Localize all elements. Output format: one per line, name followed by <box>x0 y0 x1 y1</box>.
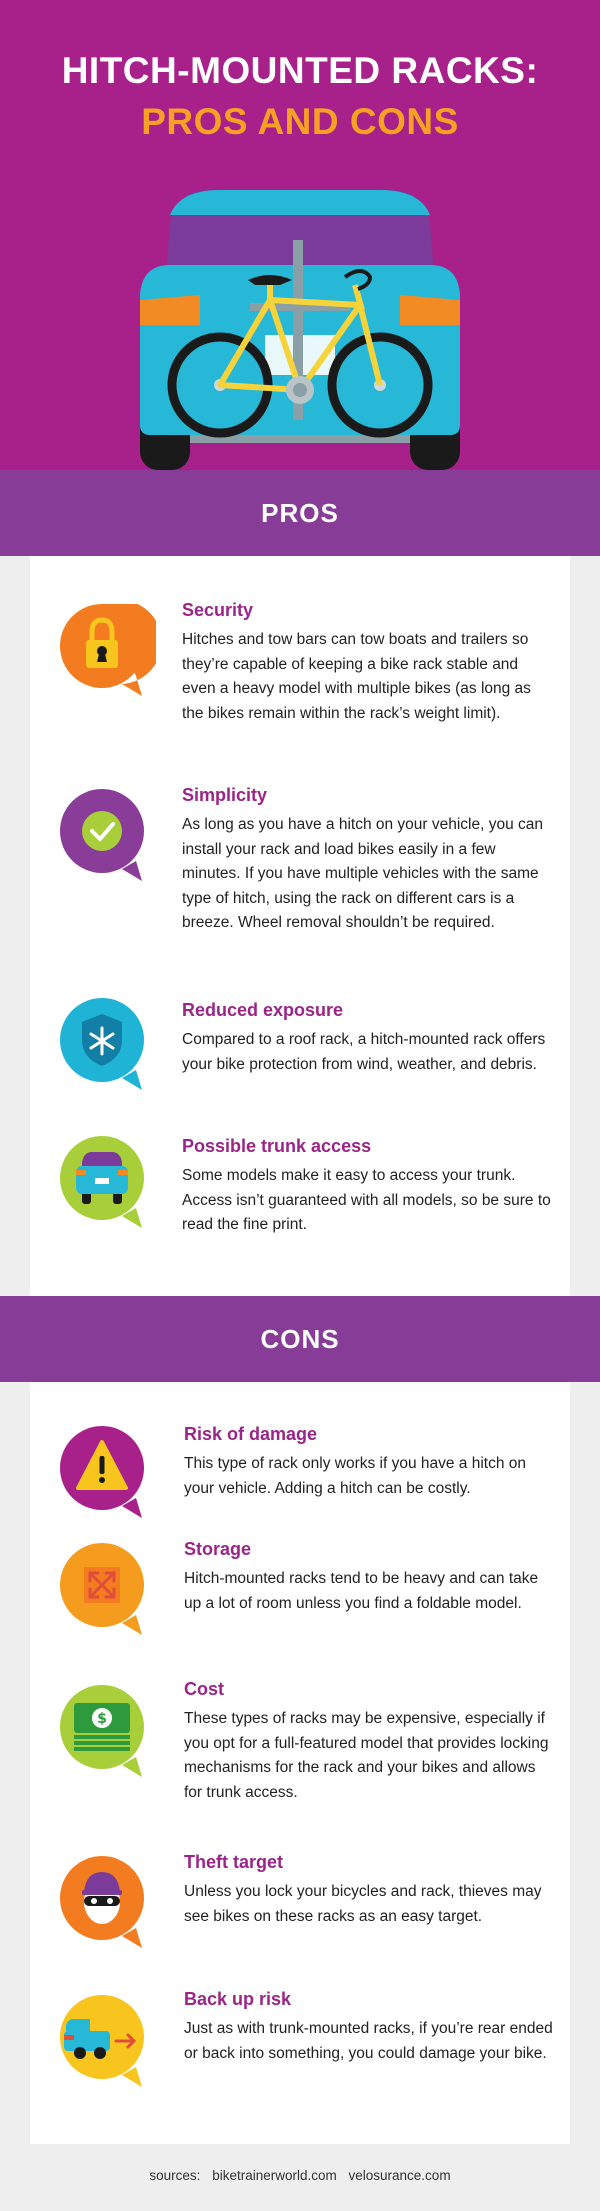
car-reverse-icon <box>60 1995 156 2091</box>
svg-text:$: $ <box>97 1711 107 1727</box>
con-text: Hitch-mounted racks tend to be heavy and can take up a lot of room unless you find a foldable model. <box>184 1570 539 1612</box>
sources-label: sources: <box>149 2168 201 2183</box>
pros-panel <box>30 556 570 1296</box>
page-title: HITCH-MOUNTED RACKS: <box>61 50 539 91</box>
pro-item-simplicity <box>30 785 570 965</box>
con-item-theft-target <box>30 1852 570 1962</box>
pro-title: Reduced exposure <box>182 1000 344 1020</box>
pro-text: As long as you have a hitch on your vehicle, you can install your rack and load bikes easily in a few minutes. If you have multiple vehicles with the same type of hitch, using the rack on different cars is a breeze. Wheel removal shouldn’t be required. <box>182 816 544 931</box>
con-text: This type of rack only works if you have a hitch on your vehicle. Adding a hitch can be costly. <box>184 1455 527 1497</box>
page-subtitle: PROS AND CONS <box>141 101 459 142</box>
car-with-bike-illustration <box>130 185 470 475</box>
cons-heading: CONS <box>260 1324 340 1354</box>
pro-title: Security <box>182 600 254 620</box>
cons-panel <box>30 1382 570 2144</box>
con-item-risk-of-damage <box>30 1424 570 1514</box>
car-rear-icon <box>60 1136 156 1232</box>
money-stack-icon <box>60 1685 156 1781</box>
pro-title: Simplicity <box>182 785 268 805</box>
con-title: Back up risk <box>184 1989 292 2009</box>
expand-box-icon <box>60 1543 156 1639</box>
con-text: These types of racks may be expensive, especially if you opt for a full-featured model that provides locking mechanisms for the rack and your bikes and allows for trunk access. <box>184 1710 549 1801</box>
cons-section-header <box>0 1296 600 1382</box>
con-title: Storage <box>184 1539 252 1559</box>
source-link[interactable]: velosurance.com <box>348 2168 451 2183</box>
pro-text: Hitches and tow bars can tow boats and trailers so they’re capable of keeping a bike rack stable and even a heavy model with multiple bikes (as long as the bikes remain within the rack’s weight limit). <box>182 631 531 722</box>
con-item-storage <box>30 1539 570 1649</box>
con-item-back-up-risk <box>30 1989 570 2099</box>
pro-text: Some models make it easy to access your trunk. Access isn’t guaranteed with all models, so be sure to read the fine print. <box>182 1167 551 1233</box>
pro-item-reduced-exposure <box>30 1000 570 1110</box>
hero-header <box>0 0 600 470</box>
thief-icon <box>60 1856 156 1952</box>
checkmark-icon <box>60 789 156 885</box>
con-item-cost <box>30 1679 570 1819</box>
pros-section-header <box>0 470 600 556</box>
con-title: Theft target <box>184 1852 283 1872</box>
warning-icon <box>60 1426 156 1522</box>
pro-title: Possible trunk access <box>182 1136 372 1156</box>
pros-heading: PROS <box>261 498 339 528</box>
pro-item-security <box>30 600 570 750</box>
snowflake-shield-icon <box>60 998 156 1094</box>
source-link[interactable]: biketrainerworld.com <box>212 2168 337 2183</box>
con-title: Cost <box>184 1679 224 1699</box>
pro-text: Compared to a roof rack, a hitch-mounted rack offers your bike protection from wind, weather, and debris. <box>182 1031 546 1073</box>
con-title: Risk of damage <box>184 1424 318 1444</box>
con-text: Unless you lock your bicycles and rack, thieves may see bikes on these racks as an easy target. <box>184 1883 542 1925</box>
pro-item-possible-trunk-access <box>30 1136 570 1246</box>
padlock-icon <box>60 604 156 700</box>
con-text: Just as with trunk-mounted racks, if you’re rear ended or back into something, you could damage your bike. <box>184 2020 553 2062</box>
sources-footer <box>0 2168 600 2183</box>
